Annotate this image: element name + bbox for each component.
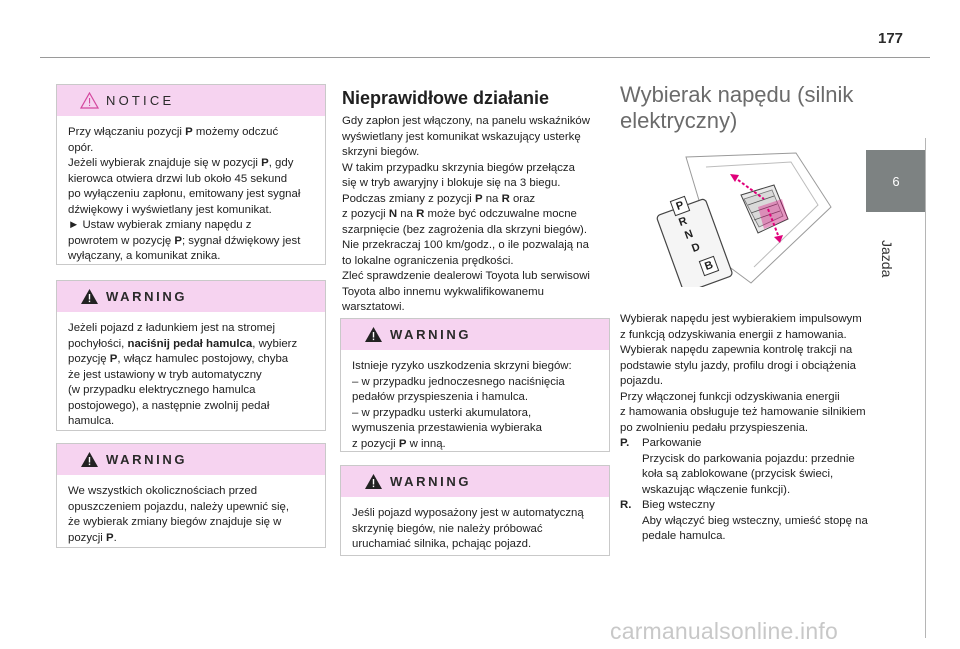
text-line — [68, 218, 315, 234]
text-run: Gdy zapłon jest włączony, na panelu wskaźników — [342, 115, 590, 127]
text-run: szarpnięcie (bez zagrożenia dla skrzyni biegów). — [342, 223, 588, 236]
warning-title-3: WARNING — [390, 327, 472, 342]
text-run: Nie przekraczaj 100 km/godz., o ile pozwalają na — [342, 239, 589, 251]
text-run: po zwolnieniu pedału przyspieszenia. — [620, 421, 809, 434]
text-run: opór. — [68, 141, 94, 154]
bold-text: P — [261, 157, 269, 169]
text-run: oraz — [509, 192, 536, 205]
text-run: z pozycji — [352, 437, 399, 450]
text-line — [68, 383, 315, 399]
text-line — [68, 203, 315, 219]
notice-body — [57, 116, 325, 265]
text-run: wyświetlany jest komunikat wskazujący usterkę — [342, 130, 581, 143]
text-run: skrzynię biegów, nie należy próbować — [352, 522, 543, 535]
text-run: postojowego), a następnie zwolnij pedał — [68, 399, 270, 412]
bold-text: P — [174, 234, 182, 247]
text-run: dźwiękowy i wyświetlany jest komunikat. — [68, 203, 272, 216]
gear-letter-d: D — [690, 241, 702, 255]
bold-text: R — [501, 192, 510, 205]
text-line — [620, 390, 882, 406]
text-run: wyłączany, a komunikat znika. — [68, 250, 221, 262]
text-run: – w przypadku usterki akumulatora, — [352, 406, 532, 419]
text-line — [352, 375, 599, 391]
text-run: skrzyni biegów. — [342, 146, 420, 158]
text-run: uruchamiać silnika, pchając pojazd. — [352, 538, 532, 550]
text-line — [68, 368, 315, 384]
text-line — [352, 406, 599, 422]
definition-line: wskazując włączenie funkcji). — [642, 483, 791, 496]
text-line — [620, 374, 882, 390]
warning-box-2 — [56, 443, 326, 548]
text-run: kierowca otwiera drzwi lub około 45 sekund — [68, 172, 288, 185]
chapter-label: Jazda — [879, 240, 895, 278]
text-run: po wyłączeniu zapłonu, emitowany jest sygnał — [68, 188, 301, 200]
text-line — [342, 223, 612, 239]
definition-line: koła są zablokowane (przycisk świeci, — [642, 468, 834, 480]
text-run: Wybierak napędu jest wybierakiem impulsowym — [620, 313, 862, 325]
chapter-tab[interactable]: 6 — [866, 150, 926, 212]
text-line — [352, 390, 599, 406]
bold-text: naciśnij pedał hamulca — [127, 337, 253, 350]
text-line — [68, 414, 315, 430]
definition-r — [620, 498, 882, 545]
text-line — [68, 484, 315, 500]
watermark: carmanualsonline.info — [610, 618, 838, 644]
text-line — [68, 172, 315, 188]
drive-selector-heading — [620, 82, 880, 134]
text-run: We wszystkich okolicznościach przed — [68, 485, 258, 497]
warning-triangle-icon — [80, 451, 99, 468]
text-run: Jeśli pojazd wyposażony jest w automatyczną — [352, 507, 584, 519]
text-run: ; sygnał dźwiękowy jest — [181, 234, 301, 247]
text-run: Toyota albo innemu wykwalifikowanemu — [342, 285, 544, 298]
bold-text: R — [416, 208, 425, 220]
text-run: , gdy — [268, 157, 294, 169]
text-run: z hamowania obsługuje też hamowanie silnikiem — [620, 406, 866, 418]
text-line — [68, 515, 315, 531]
text-line — [352, 437, 599, 453]
text-line — [68, 531, 315, 547]
text-line — [620, 421, 882, 437]
definition-key: R. — [620, 499, 632, 511]
warning-header-4 — [341, 466, 609, 497]
text-run: W takim przypadku skrzynia biegów przełącza — [342, 161, 575, 174]
text-line — [342, 254, 612, 270]
text-run: że wybierak zmiany biegów znajduje się w — [68, 516, 282, 528]
text-run: w inną. — [406, 437, 446, 450]
text-run: podstawie stylu jazdy, profilu drogi i obciążenia — [620, 359, 856, 372]
text-line — [352, 359, 599, 375]
text-run: powrotem w pozycję — [68, 234, 175, 247]
warning-triangle-icon — [80, 92, 99, 109]
warning-header-2 — [57, 444, 325, 475]
text-line — [342, 285, 612, 301]
text-run: że jest ustawiony w tryb automatyczny — [68, 368, 262, 381]
bold-text: P — [474, 192, 483, 205]
text-run: na — [482, 192, 502, 205]
warning-title-4: WARNING — [390, 474, 472, 489]
text-line — [620, 359, 882, 375]
warning-triangle-icon — [80, 288, 99, 305]
text-line — [68, 500, 315, 516]
text-line — [342, 192, 612, 208]
drive-selector-text — [620, 312, 882, 436]
heading-line-2: elektryczny) — [620, 108, 738, 133]
page-number: 177 — [878, 30, 904, 47]
text-run: możemy odczuć — [192, 126, 279, 138]
text-line — [352, 506, 599, 522]
text-line — [620, 343, 882, 359]
text-run: hamulca. — [68, 415, 115, 427]
text-run: pedałów przyspieszenia i hamulca. — [352, 391, 529, 403]
malfunction-section — [342, 88, 612, 316]
text-line — [620, 312, 882, 328]
text-run: Wybierak napędu zapewnia kontrolę trakcji na — [620, 344, 853, 356]
definition-line: pedale hamulca. — [642, 530, 726, 542]
text-run: – w przypadku jednoczesnego naciśnięcia — [352, 375, 565, 388]
bold-text: N — [388, 208, 398, 220]
side-rule — [925, 138, 926, 638]
text-line — [342, 130, 612, 146]
text-run: z funkcją odzyskiwania energii z hamowania. — [620, 328, 847, 341]
text-line — [68, 125, 315, 141]
text-run: (w przypadku elektrycznego hamulca — [68, 384, 256, 396]
warning-box-3 — [340, 318, 610, 452]
text-run: pozycję — [68, 353, 110, 365]
definition-list — [620, 436, 882, 545]
gear-letter-n: N — [683, 228, 695, 242]
warning-header-1 — [57, 281, 325, 312]
text-line — [342, 300, 612, 316]
warning-title-1: WARNING — [106, 289, 188, 304]
warning-header-3 — [341, 319, 609, 350]
text-line — [342, 269, 612, 285]
drive-selector-illustration — [646, 147, 836, 287]
gear-letter-r: R — [677, 215, 689, 229]
text-line — [342, 114, 612, 130]
bold-text: P — [398, 437, 407, 450]
bold-text: P — [109, 353, 118, 365]
text-run: . — [113, 531, 117, 544]
text-line — [620, 405, 882, 421]
text-line — [342, 145, 612, 161]
text-run: opuszczeniem pojazdu, należy upewnić się, — [68, 500, 289, 513]
text-run: pochyłości, — [68, 337, 128, 350]
text-run: może być odczuwalne mocne — [424, 208, 577, 220]
text-line — [342, 238, 612, 254]
text-run: na — [397, 208, 417, 220]
text-line — [68, 399, 315, 415]
definition-p — [620, 436, 882, 498]
warning-box-1 — [56, 280, 326, 431]
text-run: z pozycji — [342, 208, 389, 220]
text-line — [352, 537, 599, 553]
heading-line-1: Wybierak napędu (silnik — [620, 82, 854, 107]
notice-box — [56, 84, 326, 265]
section-heading: Nieprawidłowe działanie — [342, 88, 550, 108]
text-run: pozycji — [68, 531, 106, 544]
text-line — [68, 337, 315, 353]
text-line — [68, 187, 315, 203]
text-line — [68, 321, 315, 337]
text-line — [352, 421, 599, 437]
bold-text: P — [185, 126, 193, 138]
definition-line: Parkowanie — [642, 437, 702, 449]
notice-title: NOTICE — [106, 93, 175, 108]
warning-body-2 — [57, 475, 325, 546]
definition-line: Bieg wsteczny — [642, 499, 715, 511]
text-line — [68, 234, 315, 250]
malfunction-text — [342, 114, 612, 316]
text-line — [68, 249, 315, 265]
text-run: Jeżeli pojazd z ładunkiem jest na stromej — [68, 322, 276, 334]
text-run: Przy włączaniu pozycji — [68, 126, 186, 138]
text-run: pojazdu. — [620, 375, 664, 387]
text-run: , włącz hamulec postojowy, chyba — [117, 353, 289, 365]
warning-triangle-icon — [364, 473, 383, 490]
text-run: , wybierz — [252, 337, 298, 350]
gear-letter-b: B — [699, 256, 720, 277]
gear-letter-p: P — [670, 196, 691, 217]
text-run: warsztatowi. — [342, 301, 405, 313]
definition-value — [642, 498, 882, 545]
text-line — [620, 328, 882, 344]
text-run: biegu. — [529, 177, 561, 189]
text-run: Jeżeli wybierak znajduje się w pozycji — [68, 157, 262, 169]
text-line — [342, 207, 612, 223]
text-line — [68, 156, 315, 172]
definition-value — [642, 436, 882, 498]
text-line — [68, 141, 315, 157]
text-line — [342, 161, 612, 177]
warning-body-3 — [341, 350, 609, 452]
text-line — [68, 352, 315, 368]
definition-line: Aby włączyć bieg wsteczny, umieść stopę na — [642, 514, 868, 527]
definition-line: Przycisk do parkowania pojazdu: przednie — [642, 452, 855, 465]
warning-triangle-icon — [364, 326, 383, 343]
warning-body-4 — [341, 497, 609, 553]
text-run: ► Ustaw wybierak zmiany napędu z — [68, 219, 252, 231]
text-line — [342, 176, 612, 192]
header-rule — [40, 57, 930, 58]
text-run: Podczas zmiany z pozycji — [342, 192, 475, 205]
notice-header — [57, 85, 325, 116]
text-run: Przy włączonej funkcji odzyskiwania energii — [620, 390, 840, 403]
definition-key: P. — [620, 437, 630, 449]
bold-text: P — [105, 531, 114, 544]
text-run: to lokalne ograniczenia prędkości. — [342, 254, 514, 267]
text-run: wymuszenia przestawienia wybieraka — [352, 422, 542, 434]
warning-box-4 — [340, 465, 610, 556]
warning-title-2: WARNING — [106, 452, 188, 467]
text-run: Zleć sprawdzenie dealerowi Toyota lub serwisowi — [342, 270, 590, 282]
warning-body-1 — [57, 312, 325, 430]
text-line — [352, 522, 599, 538]
text-run: się w tryb awaryjny i blokuje się na 3 — [342, 177, 527, 189]
text-run: Istnieje ryzyko uszkodzenia skrzyni biegów: — [352, 360, 572, 372]
